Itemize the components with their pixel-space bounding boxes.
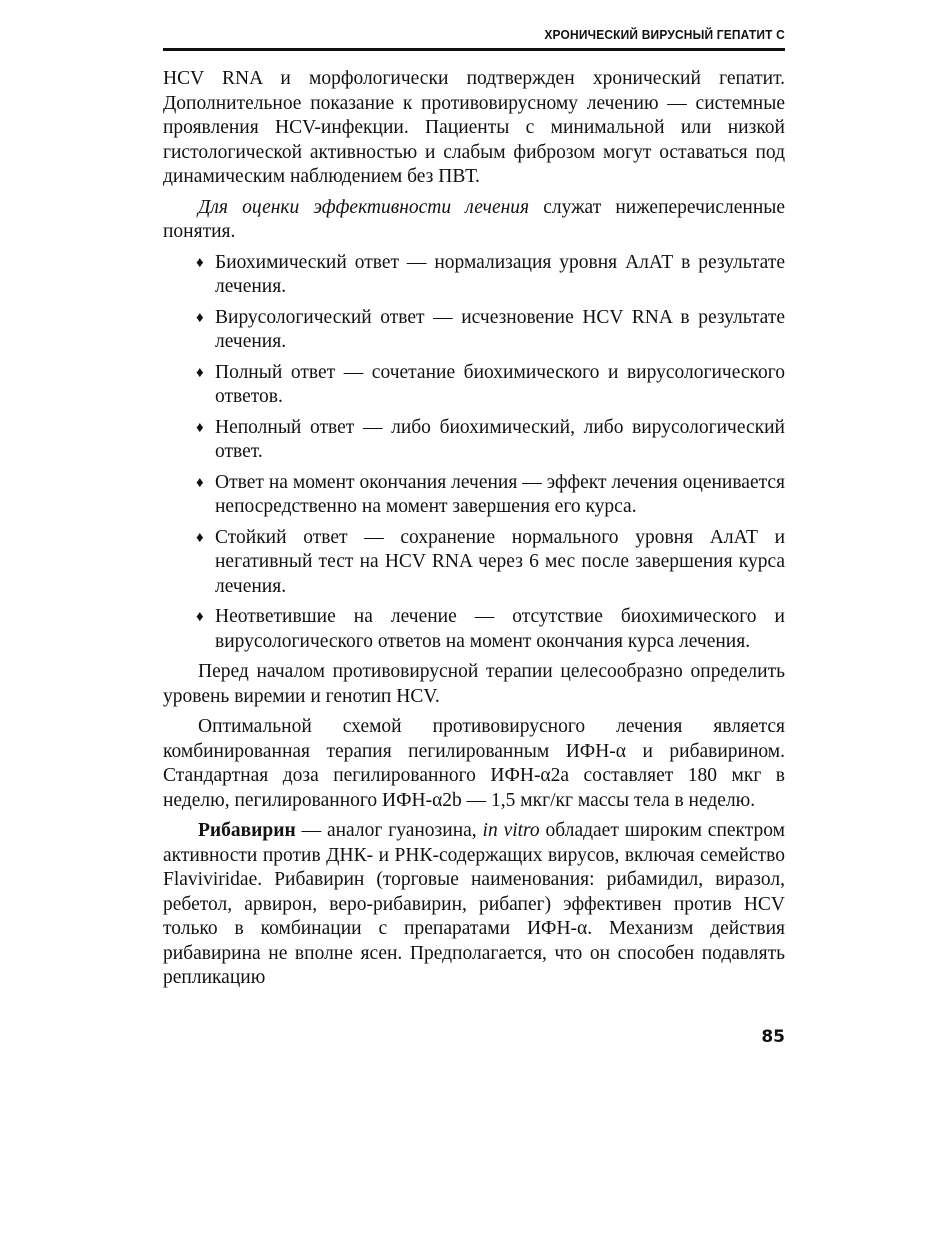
diamond-bullet-icon: ♦ xyxy=(196,254,204,271)
definitions-list xyxy=(163,251,785,655)
list-item xyxy=(196,251,785,300)
list-item xyxy=(196,471,785,520)
running-head: ХРОНИЧЕСКИЙ ВИРУСНЫЙ ГЕПАТИТ С xyxy=(544,27,785,42)
list-item-text: Вирусологический ответ — исчезновение HCV RNA в результате лечения. xyxy=(215,306,785,352)
book-page xyxy=(163,26,785,997)
list-item xyxy=(196,605,785,654)
diamond-bullet-icon: ♦ xyxy=(196,419,204,436)
bold-term: Рибавирин xyxy=(198,820,296,841)
list-item xyxy=(196,306,785,355)
diamond-bullet-icon: ♦ xyxy=(196,364,204,381)
header-rule xyxy=(163,48,785,51)
list-item-text: Полный ответ — сочетание биохимического и вирусологического ответов. xyxy=(215,361,785,407)
list-item-text: Стойкий ответ — сохранение нормального уровня АлАТ и негативный тест на HCV RNA через 6 мес после завершения курса лечения. xyxy=(215,526,785,597)
paragraph-text: обладает широким спектром активности против ДНК- и РНК-содержащих вирусов, включая семейство Flaviviridae. Рибавирин (торговые наименования: рибамидил, виразол, ребетол, арвирон, веро-рибавирин, рибапег) эффективен против HCV только в комбинации с препаратами ИФН-α. Механизм действия рибавирина не вполне ясен. Предполагается, что он способен подавлять репликацию xyxy=(163,820,785,988)
paragraph-continuation: HCV RNA и морфологически подтвержден хронический гепатит. Дополнительное показание к противовирусному лечению — системные проявления HCV-инфекции. Пациенты с минимальной или низкой гистологической активностью и слабым фиброзом могут оставаться под динамическим наблюдением без ПВТ. xyxy=(163,68,785,187)
list-item xyxy=(196,361,785,410)
paragraph-optimal-scheme: Оптимальной схемой противовирусного лечения является комбинированная терапия пегилированным ИФН-α и рибавирином. Стандартная доза пегилированного ИФН-α2а составляет 180 мкг в неделю, пегилированного ИФН-α2b — 1,5 мкг/кг массы тела в неделю. xyxy=(163,716,785,811)
paragraph-pretreatment: Перед началом противовирусной терапии целесообразно определить уровень виремии и генотип HCV. xyxy=(163,661,785,707)
paragraph-criteria-intro xyxy=(163,196,785,245)
paragraph-ribavirin xyxy=(163,819,785,991)
list-item xyxy=(196,526,785,600)
italic-lead: Для оценки эффективности лечения xyxy=(198,196,530,218)
paragraph-text: — аналог гуанозина, xyxy=(295,820,483,841)
diamond-bullet-icon: ♦ xyxy=(196,309,204,326)
body-text xyxy=(163,67,785,991)
diamond-bullet-icon: ♦ xyxy=(196,609,204,625)
diamond-bullet-icon: ♦ xyxy=(196,474,204,491)
diamond-bullet-icon: ♦ xyxy=(196,529,204,546)
list-item xyxy=(196,416,785,465)
paragraph-text: служат нижеперечисленные понятия. xyxy=(163,196,786,242)
list-item-text: Биохимический ответ — нормализация уровня АлАТ в результате лечения. xyxy=(215,251,785,297)
list-item-text: Ответ на момент окончания лечения — эффект лечения оценивается непосредственно на момент завершения его курса. xyxy=(215,471,785,517)
list-item-text: Неполный ответ — либо биохимический, либо вирусологический ответ. xyxy=(215,416,785,462)
italic-term: in vitro xyxy=(482,820,540,841)
page-number: 85 xyxy=(761,1027,785,1047)
list-item-text: Неответившие на лечение — отсутствие биохимического и вирусологического ответов на момент окончания курса лечения. xyxy=(215,606,785,652)
